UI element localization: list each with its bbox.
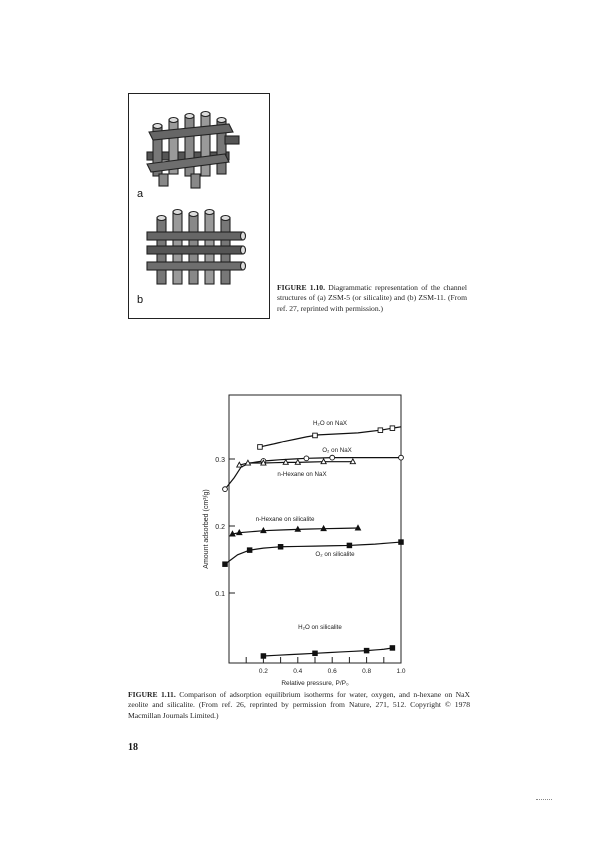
- series-label: O₂ on silicalite: [315, 551, 355, 558]
- data-point: [313, 433, 318, 438]
- page-number: 18: [128, 742, 138, 753]
- data-point: [399, 540, 404, 545]
- data-point: [399, 455, 404, 460]
- x-tick-label: 1.0: [396, 668, 406, 675]
- data-point: [278, 544, 283, 549]
- figure-1-11-caption-label: FIGURE 1.11.: [128, 690, 176, 699]
- y-tick-label: 0.3: [215, 457, 225, 464]
- data-point: [223, 562, 228, 567]
- corner-mark: [536, 799, 552, 800]
- series-label: O₂ on NaX: [322, 447, 352, 454]
- panel-b-label: b: [137, 294, 144, 306]
- series-label: H₂O on silicalite: [298, 624, 342, 631]
- series-label: n-Hexane on NaX: [277, 471, 327, 478]
- panel-a-label: a: [137, 188, 144, 200]
- figure-1-10-caption-label: FIGURE 1.10.: [277, 283, 325, 292]
- data-point: [313, 651, 318, 656]
- data-point: [390, 426, 395, 431]
- data-point: [364, 648, 369, 653]
- y-axis-label: Amount adsorbed (cm³/g): [203, 489, 210, 569]
- data-point: [390, 646, 395, 651]
- data-point: [261, 654, 266, 659]
- data-point: [304, 456, 309, 461]
- series-line: [225, 542, 401, 564]
- series-line: [263, 648, 392, 656]
- x-tick-label: 0.6: [327, 668, 337, 675]
- x-axis-label: Relative pressure, P/P₀: [281, 680, 349, 687]
- data-point: [258, 445, 263, 450]
- data-point: [223, 487, 228, 492]
- x-tick-label: 0.8: [362, 668, 372, 675]
- y-tick-label: 0.1: [215, 591, 225, 598]
- data-point: [347, 543, 352, 548]
- y-tick-label: 0.2: [215, 524, 225, 531]
- data-point: [247, 548, 252, 553]
- figure-1-10-caption-text: Diagrammatic representation of the channel structures of (a) ZSM-5 (or silicalite) and (b) ZSM-11. (From ref. 27, reprinted with permission.): [277, 283, 468, 313]
- x-tick-label: 0.4: [293, 668, 303, 675]
- series-label: n-Hexane on silicalite: [255, 516, 315, 523]
- figure-1-11-caption-text: Comparison of adsorption equilibrium isotherms for water, oxygen, and n-hexane on NaX zeolite and silicalite. (From ref. 26, reprinted by permission from Nature, 271, 512. Copyright © 1978 Macmillan Journals Limited.): [128, 690, 470, 720]
- series-label: H₂O on NaX: [312, 420, 348, 427]
- figure-1-11-caption: [128, 690, 470, 721]
- x-tick-label: 0.2: [258, 668, 268, 675]
- data-point: [378, 428, 383, 433]
- data-point: [330, 455, 335, 460]
